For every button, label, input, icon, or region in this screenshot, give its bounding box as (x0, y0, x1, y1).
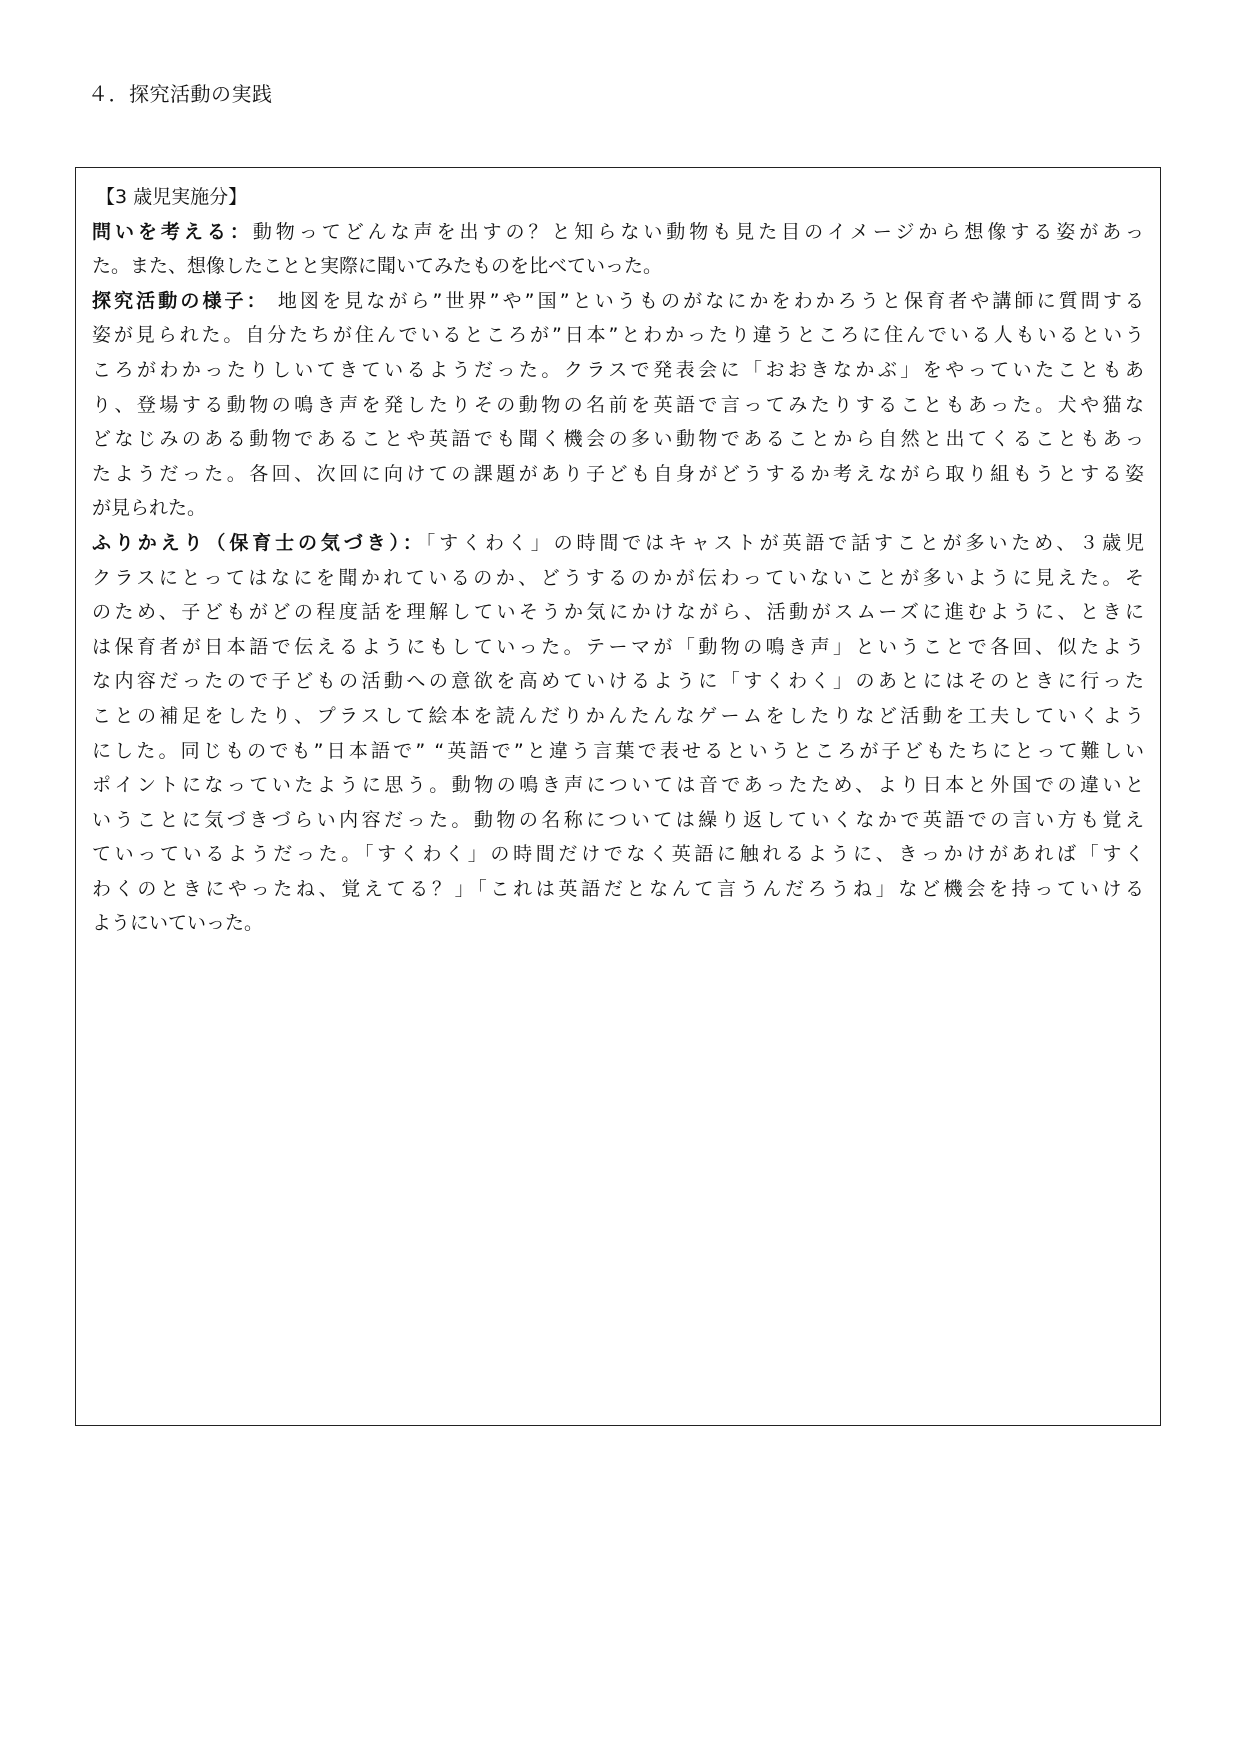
reflection-line-10: ていっているようだった。「すくわく」の時間だけでなく英語に触れるように、きっかけがあれば「すく (92, 843, 1144, 866)
reflection-line-1 (92, 526, 1144, 561)
activity-line-6: たようだった。各回、次回に向けての課題があり子ども自身がどうするか考えながら取り組もうとする姿 (92, 462, 1144, 485)
activity-text: 地図を見ながら”世界”や”国”というものがなにかをわかろうと保育者や講師に質問する (268, 289, 1144, 312)
question-line-1 (92, 215, 1144, 250)
reflection-line-8: ポイントになっていたように思う。動物の鳴き声については音であったため、より日本と外国での違いと (92, 774, 1144, 797)
activity-line-4: り、登場する動物の鳴き声を発したりその動物の名前を英語で言ってみたりすることもあった。犬や猫な (92, 393, 1144, 416)
activity-line-3: ころがわかったりしいてきているようだった。クラスで発表会に「おおきなかぶ」をやっていたこともあ (92, 358, 1144, 381)
question-label: 問いを考える： (92, 220, 253, 243)
reflection-line-11: わくのときにやったね、覚えてる？」「これは英語だとなんて言うんだろうね」など機会を持っていける (92, 877, 1144, 900)
activity-line-2: 姿が見られた。自分たちが住んでいるところが”日本”とわかったり違うところに住んでいる人もいるという (92, 324, 1144, 347)
reflection-line-4: は保育者が日本語で伝えるようにもしていった。テーマが「動物の鳴き声」ということで各回、似たよう (92, 635, 1144, 658)
section-heading: ４．探究活動の実践 (88, 82, 273, 106)
reflection-text: 「すくわく」の時間ではキャストが英語で話すことが多いため、３歳児 (425, 531, 1144, 554)
reflection-line-6: ことの補足をしたり、プラスして絵本を読んだりかんたんなゲームをしたりなど活動を工夫していくよう (92, 704, 1144, 727)
activity-line-5: どなじみのある動物であることや英語でも聞く機会の多い動物であることから自然と出てくることもあっ (92, 428, 1144, 451)
reflection-line-3: のため、子どもがどの程度話を理解していそうか気にかけながら、活動がスムーズに進むように、ときに (92, 601, 1144, 624)
reflection-line-5: な内容だったので子どもの活動への意欲を高めていけるように「すくわく」のあとにはそのときに行った (92, 670, 1144, 693)
class-title: 【3 歳児実施分】 (96, 186, 248, 208)
activity-line-7: が見られた。 (92, 497, 207, 520)
reflection-label: ふりかえり（保育士の気づき）： (92, 531, 426, 554)
report-box (75, 167, 1161, 1426)
reflection-line-7: にした。同じものでも”日本語で” “英語で”と違う言葉で表せるというところが子どもたちにとって難しい (92, 739, 1144, 762)
question-text: 動物ってどんな声を出すの？と知らない動物も見た目のイメージから想像する姿があっ (252, 220, 1144, 243)
reflection-line-9: いうことに気づきづらい内容だった。動物の名称については繰り返していくなかで英語での言い方も覚え (92, 808, 1144, 831)
activity-line-1 (92, 284, 1144, 319)
reflection-line-12: ようにいていった。 (92, 912, 264, 935)
reflection-line-2: クラスにとってはなにを聞かれているのか、どうするのかが伝わっていないことが多いように見えた。そ (92, 566, 1144, 589)
activity-label: 探究活動の様子： (92, 289, 269, 312)
question-line-2: た。また、想像したことと実際に聞いてみたものを比べていった。 (92, 255, 663, 278)
